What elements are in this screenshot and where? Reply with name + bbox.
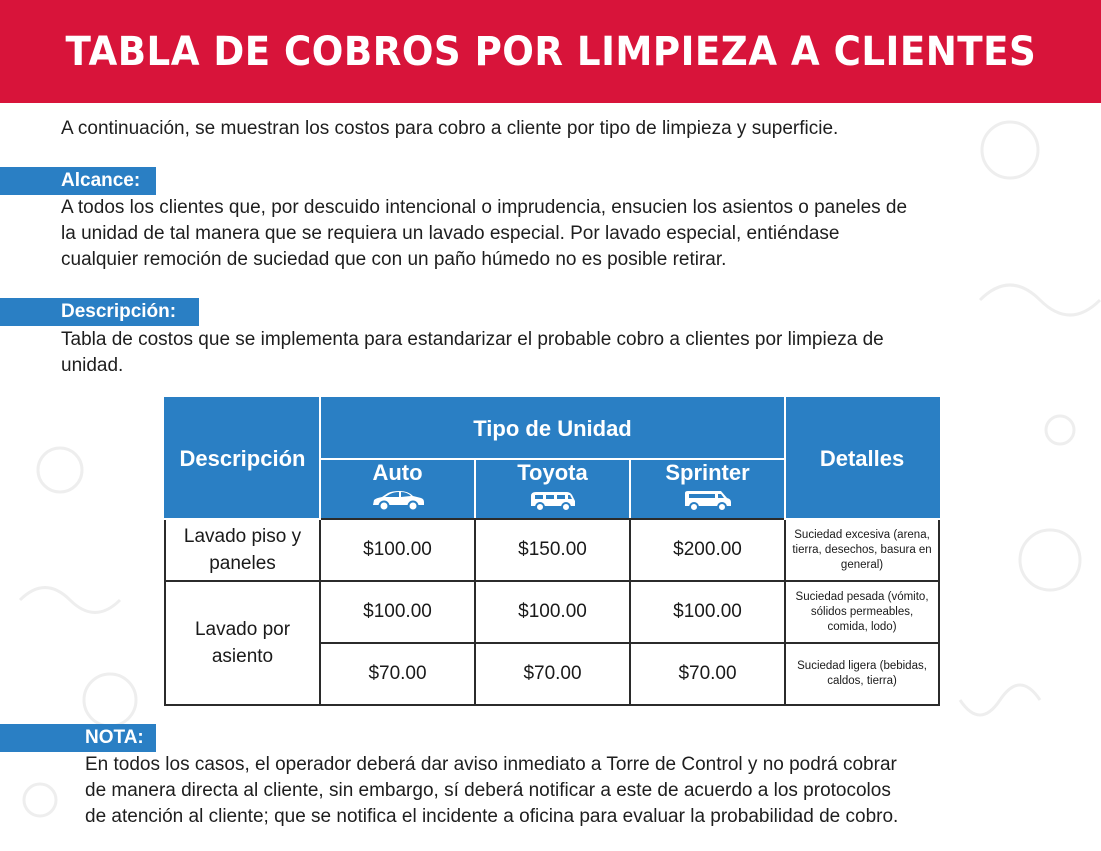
column-header-unit-type: Tipo de Unidad	[320, 398, 785, 459]
cleaning-costs-table	[164, 397, 940, 706]
table-row	[165, 581, 939, 643]
nota-text	[85, 752, 898, 830]
row-description: Lavado por asiento	[165, 581, 320, 705]
alcance-line: A todos los clientes que, por descuido intencional o imprudencia, ensucien los asientos o paneles de	[61, 197, 908, 218]
price-sprinter: $200.00	[630, 519, 785, 581]
title-banner	[0, 0, 1101, 103]
nota-line: de manera directa al cliente, sin embargo, sí deberá notificar a este de acuerdo a los protocolos	[85, 780, 891, 801]
row-details: Suciedad excesiva (arena, tierra, desechos, basura en general)	[785, 519, 939, 581]
column-header-toyota	[475, 459, 630, 519]
column-header-auto	[320, 459, 475, 519]
car-icon	[370, 490, 426, 512]
descripcion-line: Tabla de costos que se implementa para estandarizar el probable cobro a clientes por limpieza de	[61, 329, 884, 350]
descripcion-line: unidad.	[61, 355, 124, 376]
price-toyota: $70.00	[475, 643, 630, 705]
alcance-line: cualquier remoción de suciedad que con un paño húmedo no es posible retirar.	[61, 249, 727, 270]
row-details: Suciedad pesada (vómito, sólidos permeables, comida, lodo)	[785, 581, 939, 643]
alcance-label: Alcance:	[0, 167, 150, 195]
price-toyota: $100.00	[475, 581, 630, 643]
row-description: Lavado piso y paneles	[165, 519, 320, 581]
price-sprinter: $100.00	[630, 581, 785, 643]
row-details: Suciedad ligera (bebidas, caldos, tierra)	[785, 643, 939, 705]
column-header-description: Descripción	[165, 398, 320, 519]
alcance-text	[61, 195, 907, 273]
unit-name: Toyota	[517, 460, 588, 485]
sprinter-van-icon	[683, 490, 733, 512]
descripcion-text	[61, 327, 884, 379]
price-auto: $70.00	[320, 643, 475, 705]
alcance-line: la unidad de tal manera que se requiera un lavado especial. Por lavado especial, entiéndase	[61, 223, 840, 244]
descripcion-label: Descripción:	[0, 298, 193, 326]
intro-text: A continuación, se muestran los costos para cobro a cliente por tipo de limpieza y superficie.	[61, 118, 839, 139]
price-toyota: $150.00	[475, 519, 630, 581]
price-auto: $100.00	[320, 581, 475, 643]
page-title: TABLA DE COBROS POR LIMPIEZA A CLIENTES	[65, 28, 1036, 75]
column-header-details: Detalles	[785, 398, 939, 519]
nota-line: de atención al cliente; que se notifica el incidente a oficina para evaluar la probabilidad de cobro.	[85, 806, 899, 827]
price-auto: $100.00	[320, 519, 475, 581]
unit-name: Auto	[372, 460, 423, 485]
nota-line: En todos los casos, el operador deberá dar aviso inmediato a Torre de Control y no podrá cobrar	[85, 754, 897, 775]
table-row	[165, 519, 939, 581]
unit-name: Sprinter	[665, 460, 750, 485]
price-sprinter: $70.00	[630, 643, 785, 705]
nota-label: NOTA:	[0, 724, 150, 752]
column-header-sprinter	[630, 459, 785, 519]
van-icon	[529, 490, 577, 512]
